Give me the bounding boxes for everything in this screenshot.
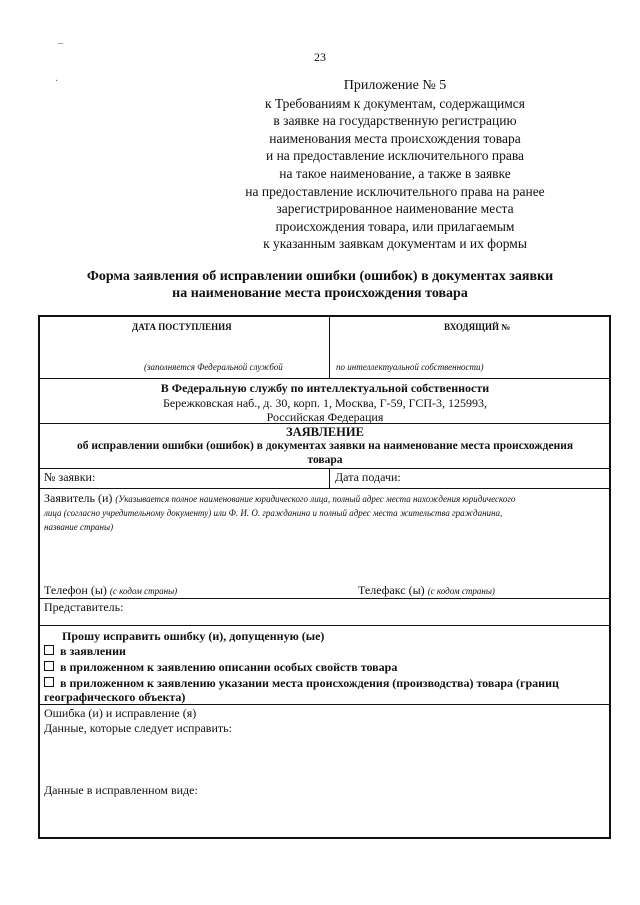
appendix-line: наименования места происхождения товара [269,130,521,146]
appendix-header [205,77,585,253]
applicant-field[interactable] [44,491,515,506]
address-line: Российская Федерация [266,410,384,424]
option-label: в заявлении [60,644,126,658]
appendix-line: в заявке на государственную регистрацию [273,113,517,129]
addressee: В Федеральную службу по интеллектуальной собственности [160,381,490,395]
request-heading: Прошу исправить ошибку (и), допущенную (ые) [62,629,325,643]
receipt-date-label: ДАТА ПОСТУПЛЕНИЯ [132,322,232,332]
divider [40,704,609,705]
checkbox[interactable] [44,661,54,671]
appendix-line: на такое наименование, а также в заявке [279,165,511,181]
corrected-data-field[interactable]: Данные в исправленном виде: [44,783,198,797]
filing-date-field[interactable]: Дата подачи: [335,470,401,484]
fax-field[interactable] [358,583,495,598]
checkbox[interactable] [44,645,54,655]
option-in-application[interactable] [44,644,126,659]
statement-heading: ЗАЯВЛЕНИЕ [286,425,364,439]
option-continuation: географического объекта) [44,690,186,704]
scan-speck: – [58,38,63,49]
divider [40,488,609,489]
form-title-line: Форма заявления об исправлении ошибки (ошибок) в документах заявки [86,269,554,284]
divider [40,625,609,626]
fax-label: Телефакс (ы) [358,583,425,597]
applicant-hint: (Указывается полное наименование юридического лица, полный адрес места нахождения юридического [115,494,516,504]
divider [40,378,609,379]
scan-speck: · [55,76,59,87]
applicant-hint: лица (согласно учредительному документу) или Ф. И. О. гражданина и полный адрес места жительства гражданина, [44,508,503,518]
page-number: 23 [314,50,326,64]
appendix-line: к Требованиям к документам, содержащимся [264,95,526,111]
applicant-hint: название страны) [44,522,114,532]
appendix-line: и на предоставление исключительного права [265,148,525,164]
incoming-number-label: ВХОДЯЩИЙ № [444,322,511,332]
filled-by-note-right: по интеллектуальной собственности) [336,362,484,372]
statement-subtitle: об исправлении ошибки (ошибок) в документах заявки на наименование места происхождения [76,440,574,452]
filled-by-note-left: (заполняется Федеральной службой [144,362,283,372]
phone-hint: (с кодом страны) [109,586,178,596]
divider [40,598,609,599]
checkbox[interactable] [44,677,54,687]
option-label: в приложенном к заявлению описании особых свойств товара [60,660,398,674]
phone-field[interactable] [44,583,177,598]
statement-subtitle: товара [307,454,343,466]
representative-field[interactable]: Представитель: [44,600,124,614]
fax-hint: (с кодом страны) [427,586,495,596]
option-in-description[interactable] [44,660,397,675]
option-label: в приложенном к заявлению указании места происхождения (производства) товара (границ [60,676,559,690]
appendix-line: к указанным заявкам документам и их формы [263,236,527,252]
divider [329,468,330,488]
errors-label: Ошибка (и) и исправление (я) [44,706,197,720]
appendix-line: происхождения товара, или прилагаемым [275,218,515,234]
form-title-line: на наименование места происхождения товара [172,286,468,301]
appendix-title: Приложение № 5 [343,78,447,93]
application-form [38,315,611,839]
application-number-field[interactable]: № заявки: [44,470,96,484]
appendix-line: на предоставление исключительного права на ранее [245,183,545,199]
applicant-label: Заявитель (и) [44,491,113,505]
phone-label: Телефон (ы) [44,583,107,597]
address-line: Бережковская наб., д. 30, корп. 1, Москва, Г-59, ГСП-3, 125993, [162,396,488,410]
form-title [40,268,600,302]
divider [40,468,609,469]
data-to-fix-field[interactable]: Данные, которые следует исправить: [44,721,232,735]
divider [329,317,330,378]
appendix-line: зарегистрированное наименование места [276,201,514,217]
divider [40,423,609,424]
option-in-origin-indication[interactable] [44,676,559,691]
